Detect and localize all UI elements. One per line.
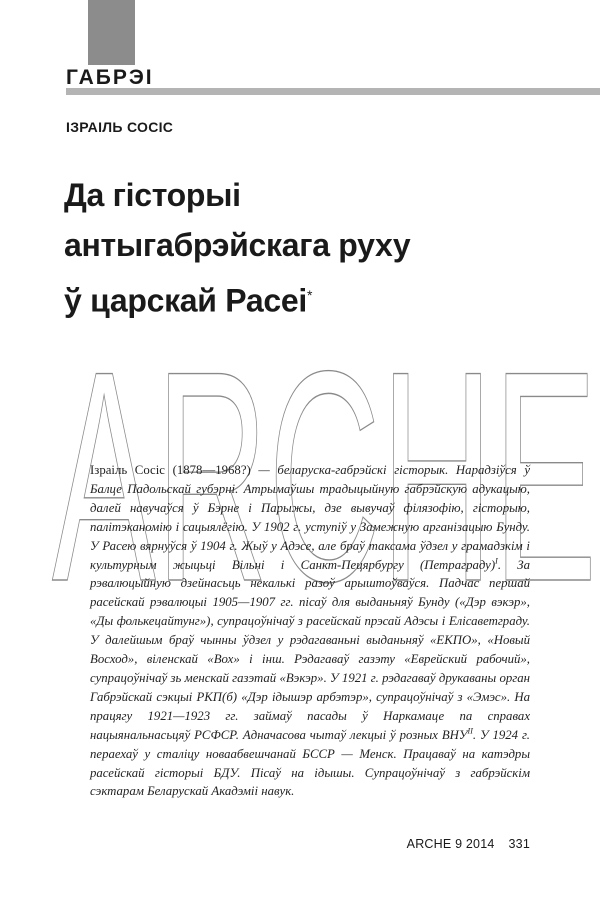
bio-text-1: — беларуска-габрэйскі гісторык. Нарадзіўся ў Балце Падольскай губэрні. Атрымаўшы традыцыйную габрэйскую адукацыю, далей навучаўся ў Бэрне і Парыжы, дзе вывучаў філязофію, гісторыю, палітэканомію і сацыялёгію. У 1902 г. уступіў у Замежную арганізацыю Бунду. У Расею вярнуўся ў 1904 г. Жыў у Адэсе, але браў таксама ўдзел у грамадзкім і культурным жыцьці Вільні і Санкт-Пецярбургу (Петраграду) — [90, 463, 530, 572]
title-footnote-mark: * — [306, 287, 313, 303]
footnote-mark-1: I — [495, 556, 498, 566]
journal-issue: ARCHE 9 2014 — [406, 837, 495, 851]
corner-color-block — [88, 0, 135, 65]
title-line-3: ў царскай Расеі — [64, 282, 307, 319]
article-title — [64, 170, 564, 326]
section-label: ГАБРЭІ — [66, 66, 154, 89]
bio-text-2: . За рэвалюцыйную дзейнасьць некалькі разоў арыштоўваўся. Падчас першай расейскай рэвалюцыі 1905—1907 гг. пісаў для выданьняў Бунду («Дэр вэкэр», «Ды фолькецайтунг»), супрацоўнічаў з расейскай прэсай Адэсы і Елісаветграду. У далейшым браў чынны ўдзел у рэдагаваньні выданьняў «ЕКПО», «Новый Восход», віленскай «Вох» і інш. Рэдагаваў газэту «Еврейский рабочий», супрацоўнічаў зь менскай газэтай «Вэкэр». У 1921 г. рэдагаваў друкаваны орган Габрэйскай сэкцыі РКП(б) «Дэр ідышэр арбэтэр», супрацоўнічаў з «Эмэс». На працягу 1921—1923 гг. займаў пасады ў Наркамаце па справах нацыянальнасьцяў РСФСР. Адначасова чытаў лекцыі ў розных ВНУ — [90, 557, 531, 742]
watermark-text: ARCHE — [52, 308, 597, 644]
title-line-2: антыгабрэйскага руху — [64, 227, 411, 263]
page-number: 331 — [508, 837, 530, 851]
author-bio — [90, 461, 530, 801]
page-footer — [407, 837, 530, 851]
author-name: ІЗРАІЛЬ СОСІС — [66, 119, 174, 135]
footnote-mark-2: II — [467, 726, 473, 736]
bio-lead: Ізраіль Сосіс (1878—1968?) — [90, 463, 251, 477]
title-line-1: Да гісторыі — [64, 177, 241, 213]
bio-text-3: . У 1924 г. пераехаў у сталіцу новаабвешчанай БССР — Менск. Працаваў на катэдры расейскай гісторыі БДУ. Пісаў на ідышы. Супрацоўнічаў з габрэйскім сэктарам Беларускай Акадэміі навук. — [90, 727, 530, 799]
